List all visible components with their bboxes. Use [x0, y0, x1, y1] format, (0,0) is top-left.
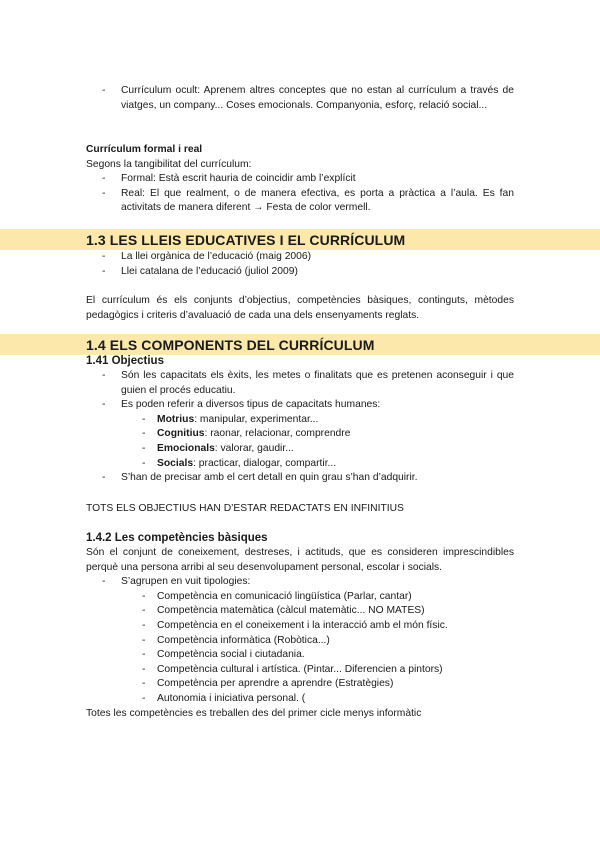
competences-closing: Totes les competències es treballen des del primer cicle menys informàtic: [86, 707, 422, 719]
section-14-heading: 1.4 ELS COMPONENTS DEL CURRÍCULUM: [86, 337, 375, 353]
formal-real-intro: Segons la tangibilitat del currículum:: [86, 158, 252, 170]
list-item: - Competència en el coneixement i la interacció amb el món físic.: [86, 619, 514, 634]
list-item: - La llei orgànica de l’educació (maig 2006): [86, 250, 514, 265]
curriculum-definition-text: El currículum és els conjunts d’objectius, competències bàsiques, continguts, mètodes pedagògics i criteris d’avaluació de cada una dels ensenyaments reglats.: [86, 295, 514, 321]
capacity-term: Cognitius: [157, 428, 205, 440]
list-item: - Competència informàtica (Robòtica...): [86, 634, 514, 649]
list-item: [86, 442, 514, 457]
capacity-term: Socials: [157, 457, 194, 469]
list-item: - Autonomia i iniciativa personal. (: [86, 692, 514, 707]
section-13-heading: 1.3 LES LLEIS EDUCATIVES I EL CURRÍCULUM: [86, 232, 406, 248]
objectives-note-text: TOTS ELS OBJECTIUS HAN D’ESTAR REDACTATS EN INFINITIUS: [86, 503, 404, 514]
section-13-content: [86, 250, 514, 279]
formal-real-list: [86, 172, 514, 216]
capacity-term: Motrius: [157, 413, 195, 425]
list-item: - S’han de precisar amb el cert detall en quin grau s’han d’adquirir.: [86, 471, 514, 486]
formal-real-heading: Currículum formal i real: [86, 144, 203, 155]
section-141-block: [86, 354, 514, 486]
objectives-list: [86, 369, 514, 413]
capacity-desc: : manipular, experimentar...: [194, 413, 319, 425]
list-item: - Competència en comunicació lingüística (Parlar, cantar): [86, 590, 514, 605]
list-item: - Formal: Està escrit hauria de coincidir amb l’explícit: [86, 172, 514, 187]
hidden-curriculum-block: [86, 84, 514, 113]
objectives-list-end: [86, 471, 514, 486]
list-item: [86, 457, 514, 472]
hidden-curriculum-list: [86, 84, 514, 113]
capacity-term: Emocionals: [157, 442, 215, 454]
competences-list: [86, 590, 514, 707]
list-item: - Real: El que realment, o de manera efectiva, es porta a pràctica a l’aula. Es fan activitats de manera diferent → Festa de color vermell.: [86, 187, 514, 216]
subsection-141-heading: 1.41 Objectius: [86, 355, 164, 367]
competences-group-list: [86, 575, 514, 590]
capacity-desc: : valorar, gaudir...: [214, 442, 294, 454]
list-item: - Competència per aprendre a aprendre (Estratègies): [86, 677, 514, 692]
laws-list: [86, 250, 514, 279]
competences-definition: Són el conjunt de coneixement, destreses, i actituds, que es consideren imprescindibles perquè una persona arribi al seu desenvolupament personal, escolar i socials.: [86, 547, 514, 573]
objectives-note: [86, 502, 514, 517]
capacities-list: [86, 413, 514, 471]
list-item: - Competència matemàtica (càlcul matemàtic... NO MATES): [86, 604, 514, 619]
list-item: - S’agrupen en vuit tipologies:: [86, 575, 514, 590]
list-item: - Llei catalana de l’educació (juliol 2009): [86, 265, 514, 280]
list-item: - Currículum ocult: Aprenem altres conceptes que no estan al currículum a través de viatges, un company... Coses emocionals. Companyonia, esforç, relació social...: [86, 84, 514, 113]
subsection-142-heading: 1.4.2 Les competències bàsiques: [86, 532, 268, 544]
formal-real-block: [86, 143, 514, 216]
list-item: - Són les capacitats els èxits, les metes o finalitats que es pretenen aconseguir i que guien el procés educatiu.: [86, 369, 514, 398]
list-item: - Es poden referir a diversos tipus de capacitats humanes:: [86, 398, 514, 413]
section-142-block: [86, 531, 514, 721]
list-item: [86, 427, 514, 442]
list-item: [86, 413, 514, 428]
section-13-band: [0, 229, 600, 250]
list-item: - Competència social i ciutadania.: [86, 648, 514, 663]
capacity-desc: : practicar, dialogar, compartir...: [193, 457, 337, 469]
list-item: - Competència cultural i artística. (Pintar... Diferencien a pintors): [86, 663, 514, 678]
capacity-desc: : raonar, relacionar, comprendre: [204, 428, 351, 440]
curriculum-definition: [86, 294, 514, 323]
section-14-band: [0, 334, 600, 355]
